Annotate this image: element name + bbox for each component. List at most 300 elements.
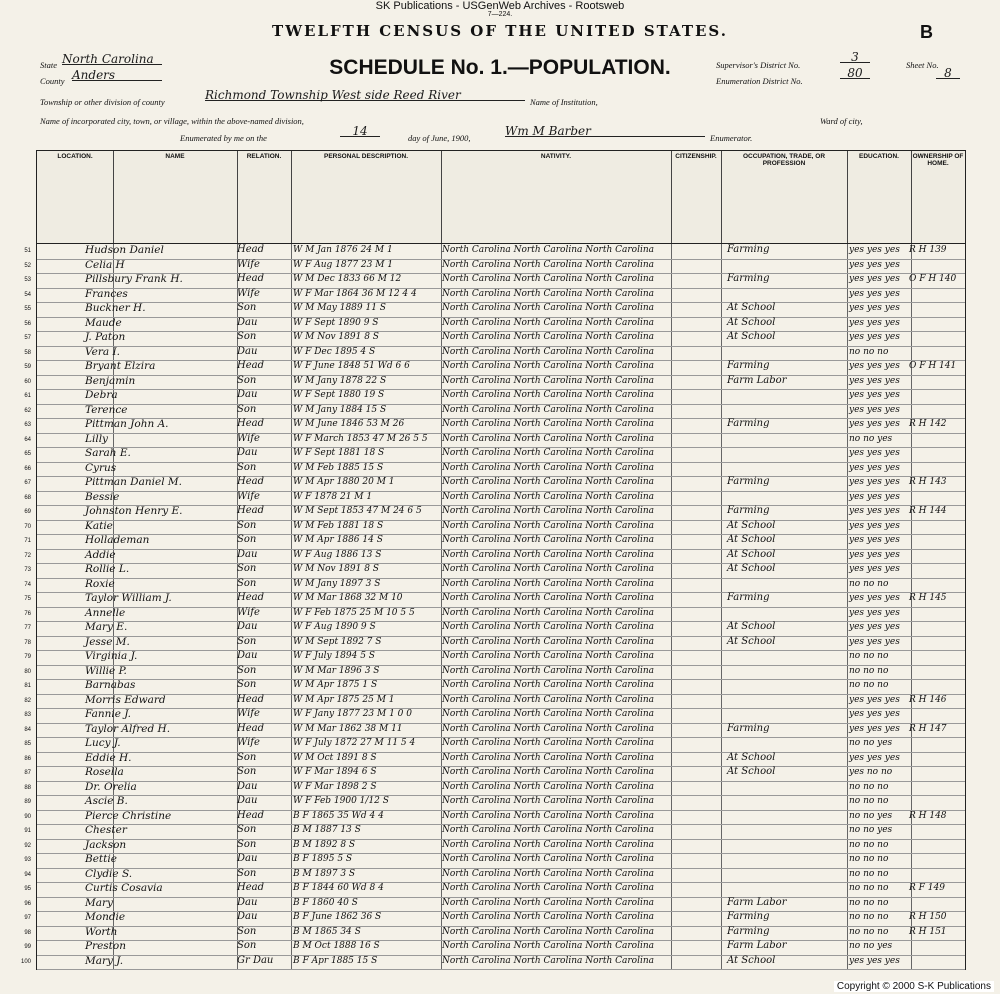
line-number: 72: [24, 552, 31, 559]
education: yes yes yes: [849, 390, 900, 400]
occupation: At School: [727, 548, 776, 560]
line-number: 76: [24, 610, 31, 617]
education: yes yes yes: [849, 317, 900, 328]
nativity: North Carolina North Carolina North Carolina: [442, 810, 655, 821]
home-ownership: O F H 141: [909, 361, 957, 371]
relation: Wife: [237, 432, 260, 444]
education: no no no: [849, 651, 889, 661]
relation: Head: [237, 505, 265, 516]
education-col: [847, 151, 912, 243]
nativity: North Carolina North Carolina North Carolina: [442, 564, 655, 574]
personal-description: B M 1897 3 S: [293, 868, 356, 879]
line-number: 80: [24, 668, 31, 675]
table-row: [24, 505, 965, 521]
person-name: Frances: [85, 287, 128, 300]
line-number: 82: [24, 697, 31, 704]
occupation: Farming: [727, 273, 770, 284]
table-row: [24, 650, 965, 666]
table-row: [24, 287, 965, 304]
line-number: 51: [24, 248, 31, 254]
personal-description: W M Jan 1876 24 M 1: [293, 245, 393, 255]
personal-description: W F Jany 1877 23 M 1 0 0: [293, 709, 412, 719]
personal-description: W M Feb 1881 18 S: [293, 520, 384, 531]
line-number: 85: [24, 741, 31, 747]
education: yes yes yes: [849, 491, 900, 502]
nativity: North Carolina North Carolina North Carolina: [442, 506, 655, 516]
person-name: Jackson: [85, 838, 127, 851]
personal-description: W F Mar 1894 6 S: [293, 767, 377, 777]
person-name: Clydie S.: [85, 867, 133, 880]
relation: Wife: [237, 606, 260, 618]
table-row: [24, 447, 965, 463]
nativity: North Carolina North Carolina North Carolina: [442, 419, 655, 429]
personal-description: W F Feb 1900 1/12 S: [293, 796, 389, 806]
person-name: Mary E.: [85, 621, 128, 633]
table-row: [24, 403, 965, 420]
location-header: LOCATION.: [57, 153, 93, 160]
relation: Son: [237, 679, 257, 690]
personal-description: W M Dec 1833 66 M 12: [293, 274, 402, 284]
person-name: Sarah E.: [85, 447, 131, 459]
relation: Dau: [237, 853, 258, 864]
line-number: 87: [24, 770, 31, 776]
line-number: 62: [24, 407, 31, 414]
occupation: At School: [727, 519, 776, 531]
person-name: Benjamin: [85, 374, 136, 387]
person-name: Eddie H.: [85, 751, 132, 764]
line-number: 93: [24, 857, 31, 863]
education: yes yes yes: [849, 375, 900, 386]
person-name: Chester: [85, 824, 127, 836]
person-name: Mary J.: [85, 954, 124, 967]
relation: Wife: [237, 258, 260, 270]
supervisor-value: 3: [840, 50, 870, 63]
education: no no no: [849, 868, 889, 879]
person-name: Barnabas: [85, 679, 136, 691]
relation-col: [237, 151, 292, 243]
person-name: Morris Edward: [85, 693, 166, 706]
nativity-col: [441, 151, 672, 243]
education: yes yes yes: [849, 288, 900, 299]
relation: Head: [237, 592, 265, 603]
table-row: [24, 795, 965, 811]
education-header: EDUCATION.: [859, 153, 899, 160]
table-row: [24, 940, 965, 956]
line-number: 69: [24, 509, 31, 515]
citizenship-header: CITIZENSHIP.: [675, 153, 717, 160]
table-row: [24, 577, 965, 594]
relation: Son: [237, 403, 257, 415]
home-ownership: R H 145: [909, 593, 947, 603]
enumeration-day: 14: [340, 124, 380, 137]
nativity: North Carolina North Carolina North Carolina: [442, 665, 655, 676]
education: no no no: [849, 926, 889, 937]
education: no no no: [849, 854, 889, 864]
home-ownership: R H 151: [909, 926, 947, 937]
person-name: Lucy J.: [85, 737, 121, 749]
education: yes yes yes: [849, 361, 900, 371]
ownership-header: OWNERSHIP OF HOME.: [912, 153, 964, 167]
education: yes yes yes: [849, 448, 900, 458]
personal-description: W F Mar 1898 2 S: [293, 781, 377, 792]
education: no no no: [849, 346, 889, 357]
line-number: 92: [24, 842, 31, 849]
enumerator-name: Wm M Barber: [505, 124, 705, 137]
line-number: 96: [24, 900, 31, 907]
line-number: 91: [24, 828, 31, 834]
line-number: 75: [24, 596, 31, 602]
relation: Head: [237, 476, 265, 487]
education: yes yes yes: [849, 332, 900, 342]
nativity: North Carolina North Carolina North Carolina: [442, 491, 655, 502]
nativity: North Carolina North Carolina North Carolina: [442, 825, 655, 835]
person-name: Rosella: [85, 766, 124, 778]
relation: Head: [237, 809, 265, 821]
personal-description: B F 1865 35 Wd 4 4: [293, 810, 384, 821]
personal-description: W F 1878 21 M 1: [293, 491, 373, 502]
table-row: [24, 809, 965, 826]
relation: Head: [237, 418, 265, 429]
person-name: Taylor Alfred H.: [85, 722, 171, 735]
relation: Son: [237, 766, 257, 777]
relation: Wife: [237, 490, 260, 502]
nativity: North Carolina North Carolina North Carolina: [442, 738, 655, 748]
line-number: 59: [24, 364, 31, 370]
line-number: 52: [24, 262, 31, 269]
line-number: 65: [24, 451, 31, 457]
person-name: Vera I.: [85, 345, 120, 358]
home-ownership: R H 144: [909, 506, 947, 516]
table-row: [24, 258, 965, 275]
education: yes yes yes: [849, 274, 900, 284]
nativity: North Carolina North Carolina North Carolina: [442, 462, 655, 473]
line-number: 88: [24, 784, 31, 791]
nativity: North Carolina North Carolina North Carolina: [442, 767, 655, 777]
nativity: North Carolina North Carolina North Carolina: [442, 926, 655, 937]
person-name: Fannie J.: [85, 708, 131, 720]
education: yes no no: [849, 767, 893, 777]
nativity: North Carolina North Carolina North Carolina: [442, 245, 655, 255]
table-row: [24, 621, 965, 637]
line-number: 67: [24, 480, 31, 486]
location-col: [37, 151, 114, 243]
education: no no no: [849, 781, 889, 792]
personal-description: W M Jany 1884 15 S: [293, 404, 387, 415]
table-row: [24, 461, 965, 478]
table-row: [24, 519, 965, 536]
education: no no no: [849, 897, 889, 908]
table-row: [24, 360, 965, 376]
nativity: North Carolina North Carolina North Carolina: [442, 883, 655, 893]
person-name: Pittman John A.: [85, 418, 169, 430]
person-name: Mary: [85, 896, 113, 909]
table-row: [24, 490, 965, 507]
nativity: North Carolina North Carolina North Carolina: [442, 723, 655, 734]
relation: Head: [237, 360, 265, 371]
line-number: 86: [24, 755, 31, 762]
occupation: Farming: [727, 925, 770, 937]
table-row: [24, 896, 965, 913]
table-row: [24, 766, 965, 782]
relation: Wife: [237, 708, 260, 719]
relation: Son: [237, 534, 257, 545]
occupation: Farm Labor: [727, 374, 787, 386]
relation: Son: [237, 867, 257, 879]
line-number: 58: [24, 349, 31, 356]
table-row: [24, 563, 965, 579]
personal-description: W F Feb 1875 25 M 10 5 5: [293, 607, 415, 618]
line-number: 73: [24, 567, 31, 573]
nativity: North Carolina North Carolina North Carolina: [442, 839, 655, 850]
nativity: North Carolina North Carolina North Carolina: [442, 288, 655, 299]
line-number: 100: [20, 958, 31, 965]
nativity: North Carolina North Carolina North Carolina: [442, 955, 655, 966]
education: no no no: [849, 912, 889, 922]
education: yes yes yes: [849, 404, 900, 415]
education: yes yes yes: [849, 419, 900, 429]
nativity: North Carolina North Carolina North Carolina: [442, 897, 655, 908]
education: yes yes yes: [849, 622, 900, 632]
occupation: Farm Labor: [727, 940, 787, 951]
education: yes yes yes: [849, 593, 900, 603]
personal-header: PERSONAL DESCRIPTION.: [323, 153, 409, 160]
person-name: Jesse M.: [85, 635, 130, 648]
nativity: North Carolina North Carolina North Carolina: [442, 274, 655, 284]
county-label: County: [40, 76, 65, 86]
personal-description: W F Aug 1877 23 M 1: [293, 259, 394, 270]
table-row: [24, 708, 965, 724]
nativity: North Carolina North Carolina North Carolina: [442, 854, 655, 864]
personal-description: W M May 1889 11 S: [293, 303, 386, 313]
personal-description: W F Dec 1895 4 S: [293, 346, 376, 357]
enumerated-label: Enumerated by me on the: [180, 133, 267, 143]
education: no no yes: [849, 810, 893, 821]
education: no no no: [849, 883, 889, 893]
table-row: [24, 534, 965, 550]
census-rows: [20, 243, 966, 970]
personal-description: W M Jany 1878 22 S: [293, 375, 387, 386]
education: no no yes: [849, 941, 893, 951]
nativity: North Carolina North Carolina North Carolina: [442, 912, 655, 922]
relation: Son: [237, 374, 257, 386]
table-row: [24, 867, 965, 884]
citizenship-col: [671, 151, 722, 243]
relation: Head: [237, 693, 265, 705]
person-name: Roxie: [85, 577, 115, 590]
education: no no no: [849, 796, 889, 806]
line-number: 54: [24, 291, 31, 298]
table-row: [24, 548, 965, 565]
table-row: [24, 244, 965, 260]
personal-description: W M Mar 1896 3 S: [293, 665, 380, 676]
line-number: 79: [24, 654, 31, 660]
nativity: North Carolina North Carolina North Carolina: [442, 709, 655, 719]
education: yes yes yes: [849, 752, 900, 763]
person-name: Pierce Christine: [85, 809, 172, 822]
personal-description: W F July 1872 27 M 11 5 4: [293, 738, 416, 748]
nativity: North Carolina North Carolina North Carolina: [442, 781, 655, 792]
person-name: Hudson Daniel: [85, 244, 164, 256]
table-row: [24, 693, 965, 710]
occupation-header: OCCUPATION, TRADE, OR PROFESSION: [742, 153, 826, 167]
nativity: North Carolina North Carolina North Carolina: [442, 303, 655, 313]
personal-description: W M June 1846 53 M 26: [293, 419, 405, 429]
person-name: Mondie: [85, 911, 126, 923]
education: no no yes: [849, 738, 893, 748]
table-row: [24, 345, 965, 362]
state-value: North Carolina: [62, 52, 162, 65]
occupation: At School: [727, 302, 776, 313]
person-name: Bryant Elzira: [85, 360, 156, 372]
personal-description: B M 1887 13 S: [293, 825, 361, 835]
table-row: [24, 882, 965, 898]
table-row: [24, 664, 965, 681]
table-row: [24, 316, 965, 333]
person-name: Curtis Cosavia: [85, 882, 163, 894]
person-name: Preston: [85, 940, 126, 952]
line-number: 74: [24, 581, 31, 588]
page-letter: B: [920, 22, 933, 42]
column-header: [36, 150, 966, 244]
personal-description: W F Sept 1881 18 S: [293, 448, 385, 458]
schedule-title: SCHEDULE No. 1.—POPULATION.: [329, 56, 671, 79]
relation: Son: [237, 519, 257, 531]
home-ownership: R H 150: [909, 912, 947, 922]
person-name: Worth: [85, 925, 118, 938]
occupation: Farm Labor: [727, 896, 787, 908]
personal-description: W M Mar 1868 32 M 10: [293, 593, 403, 603]
form-number: 7—224.: [487, 11, 513, 18]
nativity: North Carolina North Carolina North Carolina: [442, 259, 655, 270]
relation: Dau: [237, 795, 258, 806]
table-row: [24, 331, 965, 347]
table-row: [24, 853, 965, 869]
personal-description: W M Apr 1875 25 M 1: [293, 694, 395, 705]
person-name: Hollademan: [85, 534, 150, 546]
nativity: North Carolina North Carolina North Carolina: [442, 332, 655, 342]
relation: Son: [237, 635, 257, 647]
relation: Son: [237, 925, 257, 937]
occupation: Farming: [727, 911, 770, 922]
relation: Gr Dau: [237, 954, 274, 966]
home-ownership: R H 148: [909, 810, 947, 821]
line-number: 90: [24, 813, 31, 820]
line-number: 95: [24, 886, 31, 892]
occupation: At School: [727, 316, 776, 328]
line-number: 61: [24, 393, 31, 399]
education: yes yes yes: [849, 549, 900, 560]
relation: Dau: [237, 447, 258, 458]
county-value: Anders: [72, 68, 162, 81]
personal-description: W F Mar 1864 36 M 12 4 4: [293, 288, 417, 299]
relation: Wife: [237, 287, 260, 299]
nativity: North Carolina North Carolina North Carolina: [442, 535, 655, 545]
education: yes yes yes: [849, 303, 900, 313]
table-row: [24, 911, 965, 927]
person-name: J. Paton: [85, 331, 126, 343]
nativity: North Carolina North Carolina North Carolina: [442, 622, 655, 632]
occupation: At School: [727, 563, 776, 574]
personal-description: B M 1865 34 S: [293, 926, 361, 937]
occupation: Farming: [727, 505, 770, 516]
relation: Dau: [237, 780, 258, 792]
table-row: [24, 592, 965, 608]
relation: Dau: [237, 896, 258, 908]
education: yes yes yes: [849, 709, 900, 719]
city-label: Name of incorporated city, town, or village, within the above-named division,: [40, 116, 304, 126]
education: no no yes: [849, 433, 893, 444]
person-name: Annelle: [85, 606, 126, 619]
nativity: North Carolina North Carolina North Carolina: [442, 680, 655, 690]
personal-description: W M Sept 1853 47 M 24 6 5: [293, 506, 422, 516]
table-row: [24, 273, 965, 289]
line-number: 71: [24, 538, 31, 544]
person-name: Debra: [85, 389, 118, 401]
line-number: 63: [24, 422, 31, 428]
nativity: North Carolina North Carolina North Carolina: [442, 346, 655, 357]
table-row: [24, 925, 965, 942]
person-name: Pillsbury Frank H.: [85, 273, 183, 285]
person-name: Cyrus: [85, 461, 117, 474]
enumeration-value: 80: [840, 66, 870, 79]
ward-label: Ward of city,: [820, 116, 863, 126]
archive-credit: SK Publications - USGenWeb Archives - Rootsweb: [375, 0, 625, 12]
education: yes yes yes: [849, 564, 900, 574]
line-number: 64: [24, 436, 31, 443]
table-row: [24, 635, 965, 652]
person-name: Bettie: [85, 853, 117, 865]
person-name: Katie: [85, 519, 113, 532]
line-number: 98: [24, 929, 31, 936]
education: yes yes yes: [849, 607, 900, 618]
personal-description: B F 1860 40 S: [293, 897, 358, 908]
personal-description: B M Oct 1888 16 S: [293, 941, 380, 951]
education: yes yes yes: [849, 462, 900, 473]
personal-description: W M Apr 1875 1 S: [293, 680, 378, 690]
personal-description: W M Nov 1891 8 S: [293, 564, 379, 574]
personal-col: [291, 151, 442, 243]
personal-description: B M 1892 8 S: [293, 839, 356, 850]
nativity: North Carolina North Carolina North Carolina: [442, 651, 655, 661]
occupation: At School: [727, 621, 776, 632]
nativity: North Carolina North Carolina North Carolina: [442, 404, 655, 415]
relation: Son: [237, 940, 257, 951]
education: yes yes yes: [849, 723, 900, 734]
table-row: [24, 751, 965, 768]
personal-description: W M Jany 1897 3 S: [293, 578, 381, 589]
education: yes yes yes: [849, 477, 900, 487]
nativity: North Carolina North Carolina North Carolina: [442, 433, 655, 444]
occupation: At School: [727, 766, 776, 777]
line-number: 68: [24, 494, 31, 501]
line-number: 97: [24, 915, 31, 921]
personal-description: W F March 1853 47 M 26 5 5: [293, 433, 428, 444]
table-row: [24, 606, 965, 623]
table-row: [24, 302, 965, 318]
home-ownership: R H 142: [909, 419, 947, 429]
occupation: At School: [727, 331, 776, 342]
person-name: Rollie L.: [85, 563, 130, 575]
person-name: Lilly: [85, 432, 108, 445]
relation: Dau: [237, 621, 258, 632]
personal-description: W F Sept 1890 9 S: [293, 317, 379, 328]
education: yes yes yes: [849, 245, 900, 255]
nativity: North Carolina North Carolina North Carolina: [442, 578, 655, 589]
line-number: 66: [24, 465, 31, 472]
education: no no yes: [849, 825, 893, 835]
education: yes yes yes: [849, 955, 900, 966]
personal-description: B F Apr 1885 15 S: [293, 955, 378, 966]
